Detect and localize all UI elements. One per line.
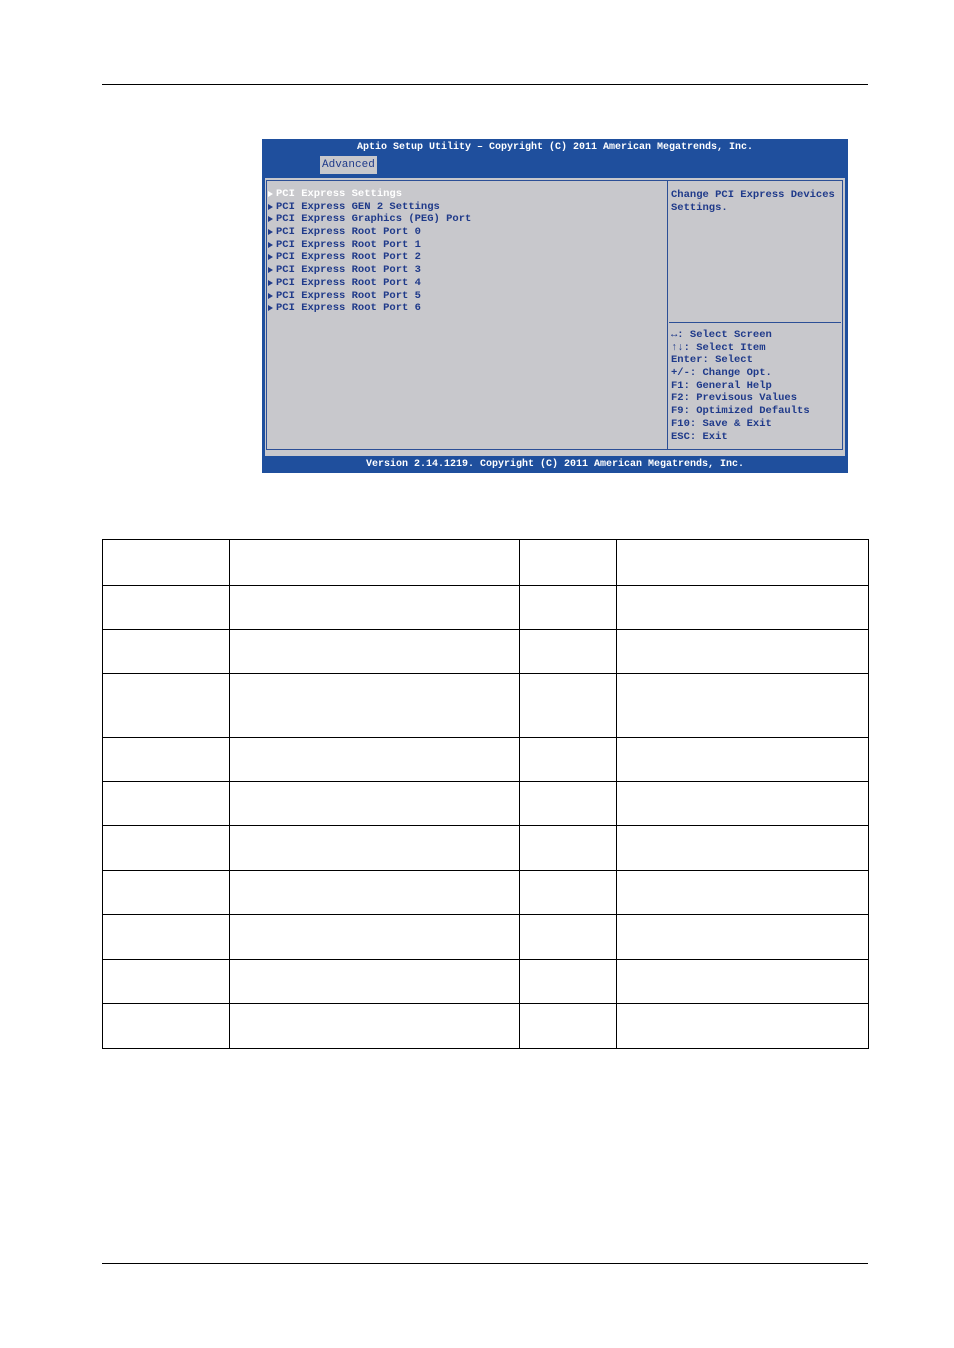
table-cell — [617, 586, 869, 630]
table-row — [103, 960, 869, 1004]
menu-item-root-port-2[interactable] — [267, 251, 471, 264]
table-row — [103, 782, 869, 826]
table-row — [103, 915, 869, 960]
table-cell — [520, 1004, 617, 1049]
menu-item-label: PCI Express Root Port 6 — [276, 302, 421, 315]
key-help-item: F2: Previsous Values — [671, 392, 798, 405]
bios-title: Aptio Setup Utility – Copyright (C) 2011 American Megatrends, Inc. — [356, 142, 754, 153]
menu-item-root-port-6[interactable] — [267, 302, 471, 315]
table-row — [103, 630, 869, 674]
table-cell — [520, 826, 617, 871]
table-cell — [230, 871, 520, 915]
table-cell — [617, 782, 869, 826]
menu-item-root-port-1[interactable] — [267, 239, 471, 252]
table-cell — [103, 915, 230, 960]
table-cell — [230, 1004, 520, 1049]
bios-frame — [266, 180, 843, 450]
submenu-arrow-icon — [268, 293, 273, 299]
table-cell — [617, 540, 869, 586]
menu-item-label: PCI Express GEN 2 Settings — [276, 200, 440, 213]
table-cell — [230, 738, 520, 782]
menu-item-pci-express-gen2-settings[interactable] — [267, 201, 471, 214]
menu-item-label: PCI Express Settings — [276, 188, 403, 200]
submenu-arrow-icon — [268, 254, 273, 260]
submenu-arrow-icon — [268, 280, 273, 286]
menu-item-label: PCI Express Graphics (PEG) Port — [276, 213, 472, 226]
key-help-item: ESC: Exit — [671, 430, 728, 443]
menu-item-label: PCI Express Root Port 5 — [276, 289, 421, 302]
page-footer-rule — [102, 1263, 868, 1264]
table-cell — [520, 960, 617, 1004]
bios-footer: Version 2.14.1219. Copyright (C) 2011 American Megatrends, Inc. — [365, 459, 745, 470]
table-cell — [230, 960, 520, 1004]
table-cell — [103, 782, 230, 826]
table-cell — [617, 960, 869, 1004]
table-cell — [520, 738, 617, 782]
table-cell — [103, 540, 230, 586]
table-row — [103, 540, 869, 586]
table-cell — [103, 586, 230, 630]
table-row — [103, 674, 869, 738]
table-cell — [230, 915, 520, 960]
key-help-item: F10: Save & Exit — [671, 417, 772, 430]
table-cell — [520, 782, 617, 826]
table-row — [103, 1004, 869, 1049]
table-cell — [230, 782, 520, 826]
menu-item-root-port-4[interactable] — [267, 277, 471, 290]
bios-body — [265, 178, 845, 456]
key-help-item: ↑↓: Select Item — [671, 341, 766, 354]
table-cell — [103, 674, 230, 738]
submenu-arrow-icon — [268, 191, 273, 197]
menu-item-label: PCI Express Root Port 1 — [276, 238, 421, 251]
table-row — [103, 586, 869, 630]
table-row — [103, 871, 869, 915]
table-cell — [520, 586, 617, 630]
settings-table — [102, 539, 868, 1048]
help-separator — [669, 322, 841, 323]
help-text: Change PCI Express Devices Settings. — [671, 189, 835, 214]
table-cell — [617, 630, 869, 674]
key-help-list — [671, 329, 810, 443]
submenu-arrow-icon — [268, 204, 273, 210]
table-cell — [230, 540, 520, 586]
table-cell — [103, 738, 230, 782]
page-header-rule — [102, 84, 868, 85]
table-cell — [617, 915, 869, 960]
table-row — [103, 826, 869, 871]
submenu-arrow-icon — [268, 216, 273, 222]
menu-item-root-port-3[interactable] — [267, 264, 471, 277]
panel-divider — [667, 181, 668, 449]
table-cell — [103, 1004, 230, 1049]
menu-item-root-port-0[interactable] — [267, 226, 471, 239]
submenu-arrow-icon — [268, 305, 273, 311]
submenu-arrow-icon — [268, 229, 273, 235]
tab-advanced[interactable]: Advanced — [320, 156, 377, 174]
submenu-arrow-icon — [268, 242, 273, 248]
table-cell — [103, 630, 230, 674]
key-help-item: ↔: Select Screen — [671, 329, 772, 341]
table-cell — [230, 826, 520, 871]
table-cell — [617, 871, 869, 915]
table-cell — [520, 674, 617, 738]
table-cell — [617, 674, 869, 738]
menu-item-pci-express-graphics-peg-port[interactable] — [267, 213, 471, 226]
table-row — [103, 738, 869, 782]
table-cell — [617, 826, 869, 871]
table-cell — [617, 1004, 869, 1049]
key-help-item: F9: Optimized Defaults — [671, 405, 810, 418]
table-cell — [103, 871, 230, 915]
table-cell — [103, 826, 230, 871]
menu-item-label: PCI Express Root Port 0 — [276, 226, 421, 239]
table-cell — [520, 871, 617, 915]
menu-item-root-port-5[interactable] — [267, 290, 471, 303]
table-cell — [617, 738, 869, 782]
menu-item-label: PCI Express Root Port 4 — [276, 276, 421, 289]
table-cell — [230, 586, 520, 630]
table-cell — [230, 630, 520, 674]
table-cell — [520, 540, 617, 586]
menu-item-pci-express-settings[interactable] — [267, 188, 471, 201]
key-help-item: F1: General Help — [671, 379, 772, 392]
menu-item-label: PCI Express Root Port 3 — [276, 264, 421, 277]
key-help-item: Enter: Select — [671, 354, 753, 367]
table-cell — [520, 630, 617, 674]
table-cell — [103, 960, 230, 1004]
key-help-item: +/-: Change Opt. — [671, 367, 772, 380]
table-cell — [520, 915, 617, 960]
bios-setup-screen — [262, 139, 848, 473]
menu-list — [267, 188, 471, 315]
menu-item-label: PCI Express Root Port 2 — [276, 251, 421, 264]
submenu-arrow-icon — [268, 267, 273, 273]
table-cell — [230, 674, 520, 738]
